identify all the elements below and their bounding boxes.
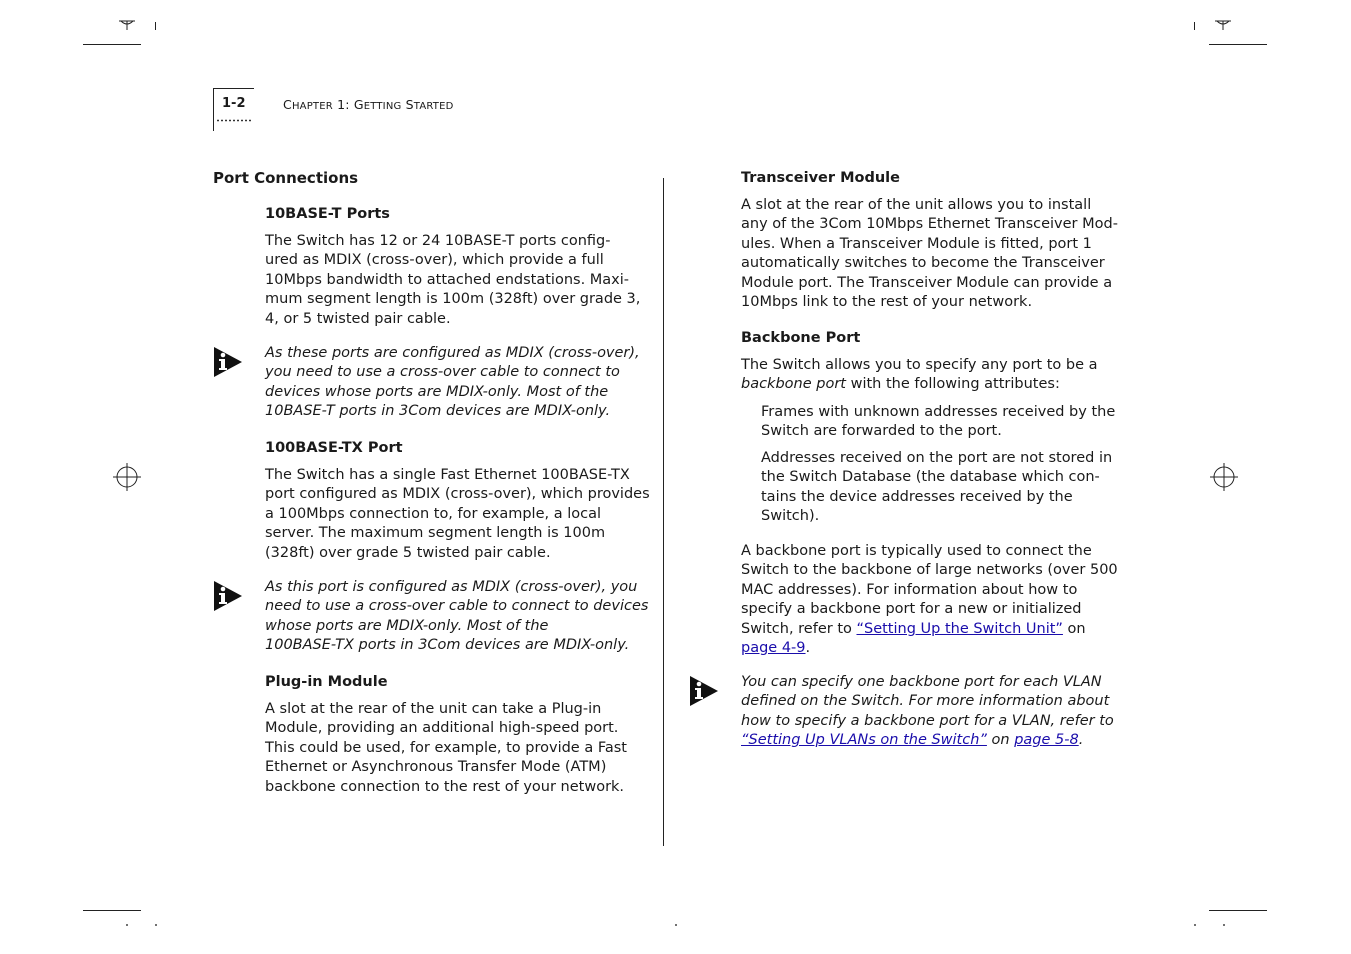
- info-icon: [213, 580, 243, 612]
- heading-10base-t-ports: 10BASE-T Ports: [265, 206, 390, 222]
- paragraph-100base-tx: The Switch has a single Fast Ethernet 100BASE-TX port configured as MDIX (cross-over), which provides a 100Mbps connection to, for example, a local server. The maximum segment length is 100m (328ft) over grade 5 twisted pair cable.: [265, 467, 650, 561]
- link-setting-up-vlans[interactable]: “Setting Up VLANs on the Switch”: [741, 732, 987, 749]
- link-page-5-8[interactable]: page 5-8: [1014, 732, 1079, 749]
- heading-plug-in-module: Plug-in Module: [265, 674, 388, 690]
- chapter-running-head: CHAPTER 1: GETTING STARTED: [283, 97, 454, 112]
- crop-mark-top-left: [83, 44, 141, 45]
- registration-mark-right: [1209, 462, 1239, 492]
- paragraph-10base-t: The Switch has 12 or 24 10BASE-T ports config- ured as MDIX (cross-over), which provide a full 10Mbps bandwidth to attached endstations. Maxi- mum segment length is 100m (328ft) over grade 3, 4, or 5 twisted pair cable.: [265, 233, 641, 327]
- info-icon: [689, 675, 719, 707]
- heading-100base-tx-port: 100BASE-TX Port: [265, 440, 403, 456]
- crop-mark-top-right: [1209, 44, 1267, 45]
- crop-mark-bottom-left: [83, 910, 141, 911]
- heading-transceiver-module: Transceiver Module: [741, 170, 900, 186]
- crop-mark-bottom-right: [1209, 910, 1267, 911]
- paragraph-transceiver-module: A slot at the rear of the unit allows you to install any of the 3Com 10Mbps Ethernet Transceiver Mod- ules. When a Transceiver Module is fitted, port 1 automatically switches to become the Transceiver Module port. The Transceiver Module can provide a 10Mbps link to the rest of your network.: [741, 197, 1118, 311]
- paragraph-backbone-intro: The Switch allows you to specify any port to be a backbone port with the following attributes:: [741, 357, 1098, 393]
- section-title: Port Connections: [213, 169, 359, 187]
- crop-dot: [155, 924, 157, 926]
- crop-tick-top-left: [155, 22, 156, 30]
- link-page-4-9[interactable]: page 4-9: [741, 640, 806, 657]
- info-icon: [213, 346, 243, 378]
- crop-dot: [1194, 924, 1196, 926]
- registration-mark-top-right: [1213, 17, 1233, 31]
- crop-dot: [126, 924, 128, 926]
- crop-dot: [675, 924, 677, 926]
- list-item-addresses: Addresses received on the port are not stored in the Switch Database (the database which con- tains the device addresses received by the Switch).: [761, 450, 1113, 525]
- crop-dot: [1223, 924, 1225, 926]
- page-number: 1-2: [222, 96, 246, 111]
- page-number-dots: [216, 119, 252, 122]
- note-backbone-vlan: You can specify one backbone port for each VLAN defined on the Switch. For more information about how to specify a backbone port for a VLAN, refer to “Setting Up VLANs on the Switch” on page 5-8.: [741, 674, 1114, 749]
- paragraph-backbone-usage: A backbone port is typically used to connect the Switch to the backbone of large networks (over 500 MAC addresses). For information about how to specify a backbone port for a new or initialized Switch, refer to “Setting Up the Switch Unit” on page 4-9.: [741, 543, 1118, 657]
- note-100base-tx: As this port is configured as MDIX (cross-over), you need to use a cross-over cable to connect to devices whose ports are MDIX-only. Most of the 100BASE-TX ports in 3Com devices are MDIX-only.: [265, 579, 649, 654]
- crop-tick-top-right: [1194, 22, 1195, 30]
- paragraph-plug-in-module: A slot at the rear of the unit can take a Plug-in Module, providing an additional high-speed port. This could be used, for example, to provide a Fast Ethernet or Asynchronous Transfer Mode (ATM) backbone connection to the rest of your network.: [265, 701, 627, 795]
- list-item-frames: Frames with unknown addresses received by the Switch are forwarded to the port.: [761, 404, 1116, 440]
- link-setting-up-switch-unit[interactable]: “Setting Up the Switch Unit”: [856, 620, 1063, 637]
- registration-mark-top-left: [117, 17, 137, 31]
- heading-backbone-port: Backbone Port: [741, 330, 861, 346]
- column-divider: [663, 178, 664, 846]
- note-10base-t: As these ports are configured as MDIX (cross-over), you need to use a cross-over cable to connect to devices whose ports are MDIX-only. Most of the 10BASE-T ports in 3Com devices are MDIX-only.: [265, 345, 640, 420]
- registration-mark-left: [112, 462, 142, 492]
